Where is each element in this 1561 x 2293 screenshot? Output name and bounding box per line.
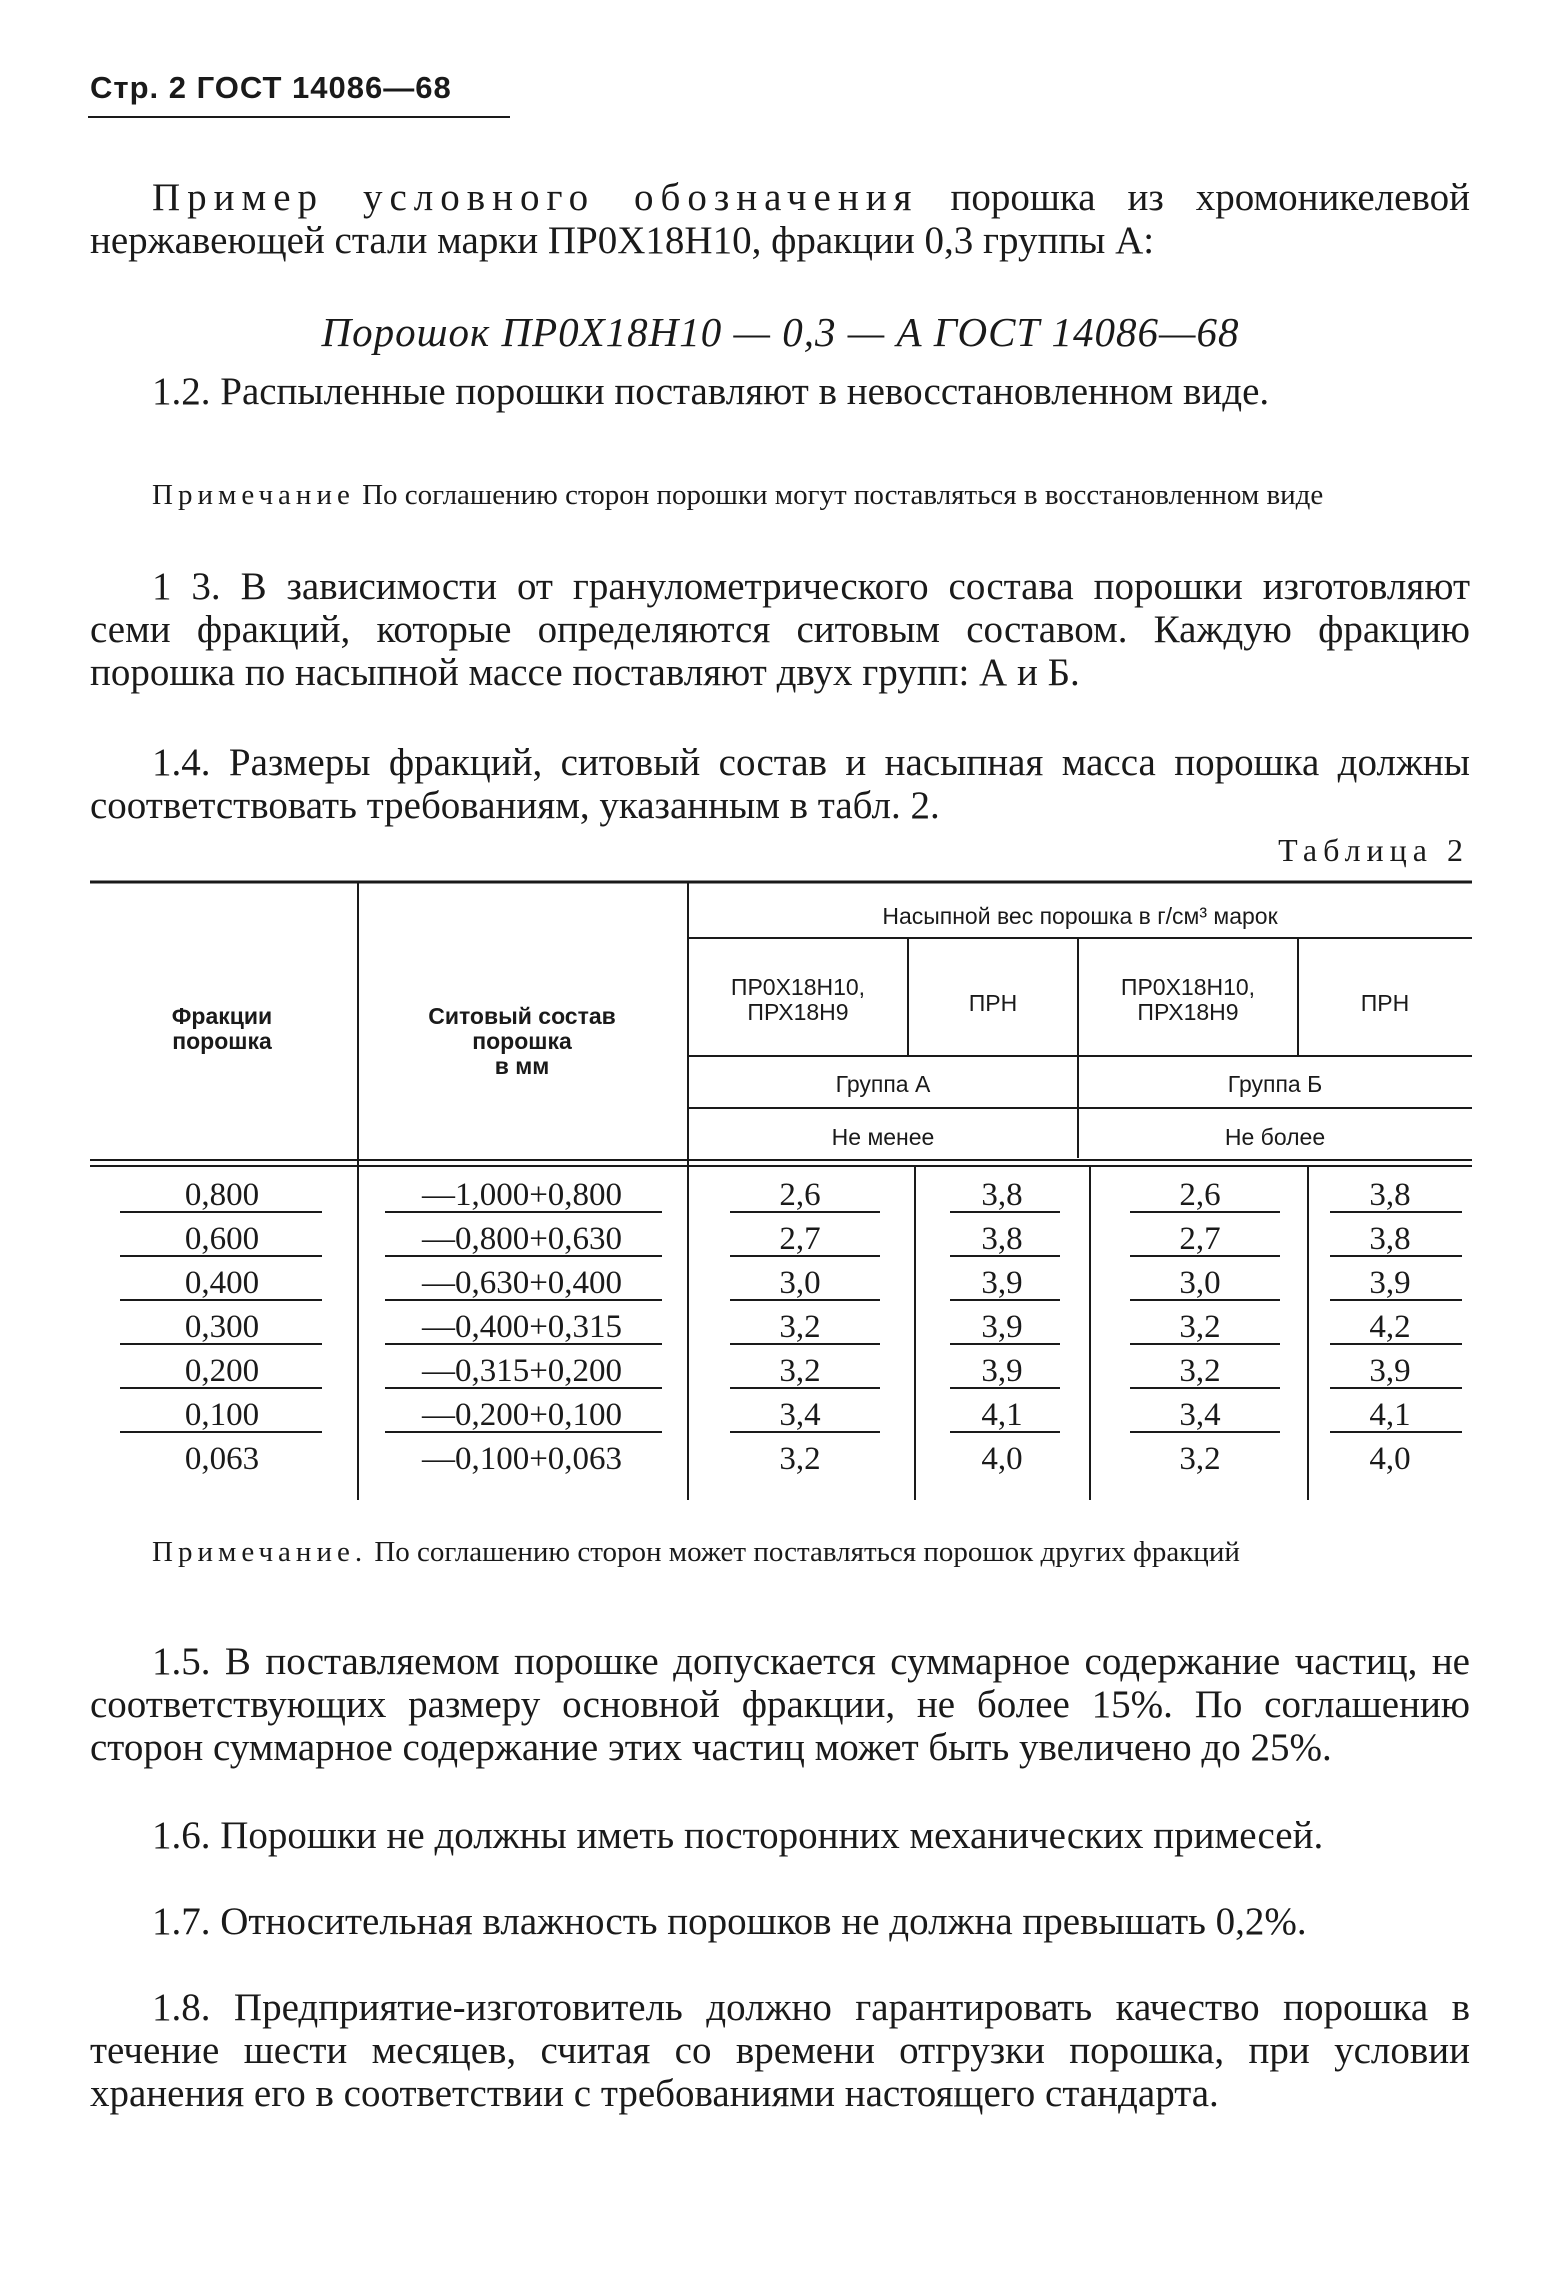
table-cell-r4-c4: 3,9: [981, 1309, 1023, 1345]
table-cell-r4-c3: 3,2: [779, 1309, 821, 1345]
header-brand-b1-line-1: ПР0Х18Н10,: [1120, 974, 1256, 1000]
table-cell-r4-c2: —0,400+0,315: [421, 1309, 623, 1345]
paragraph-1-5: 1.5. В поставляемом порошке допускается суммарное содержание частиц, не соответствующих размеру основной фракции, не более 15%. По соглашению сторон суммарное содержание этих частиц может быть увеличено до 25%.: [90, 1640, 1470, 1769]
table-cell-r3-c4: 3,9: [981, 1265, 1023, 1301]
note-2-label: Примечание.: [152, 1536, 368, 1568]
table-cell-r6-c6: 4,1: [1369, 1397, 1411, 1433]
header-bulk-weight: Насыпной вес порошка в г/см³ марок: [882, 903, 1278, 929]
table-cell-r5-c4: 3,9: [981, 1353, 1023, 1389]
header-brand-a2: ПРН: [968, 990, 1018, 1016]
paragraph-1-3: 1 3. В зависимости от гранулометрического состава порошки изготовляют семи фракций, которые определяются ситовым составом. Каждую фракцию порошка по насыпной массе поставляют двух групп: А и Б.: [90, 565, 1470, 694]
table-cell-r7-c1: 0,063: [184, 1441, 260, 1477]
table-cell-r5-c6: 3,9: [1369, 1353, 1411, 1389]
table-cell-r1-c6: 3,8: [1369, 1177, 1411, 1213]
table-cell-r5-c1: 0,200: [184, 1353, 260, 1389]
intro-spaced-lead: Пример условного обозначения: [152, 176, 919, 219]
table-cell-r3-c5: 3,0: [1179, 1265, 1221, 1301]
table-cell-r3-c2: —0,630+0,400: [421, 1265, 623, 1301]
table-cell-r2-c5: 2,7: [1179, 1221, 1221, 1257]
table-cell-r1-c3: 2,6: [779, 1177, 821, 1213]
paragraph-1-7: 1.7. Относительная влажность порошков не должна превышать 0,2%.: [152, 1900, 1307, 1943]
table-cell-r3-c3: 3,0: [779, 1265, 821, 1301]
header-fraction-line-2: порошка: [172, 1028, 272, 1054]
table-cell-r5-c3: 3,2: [779, 1353, 821, 1389]
table-cell-r6-c1: 0,100: [184, 1397, 260, 1433]
table-cell-r3-c1: 0,400: [184, 1265, 260, 1301]
table-cell-r4-c1: 0,300: [184, 1309, 260, 1345]
header-brand-a1-line-2: ПРХ18Н9: [747, 999, 849, 1025]
table-cell-r7-c4: 4,0: [981, 1441, 1023, 1477]
table-cell-r7-c3: 3,2: [779, 1441, 821, 1477]
table-cell-r4-c5: 3,2: [1179, 1309, 1221, 1345]
designation-formula: Порошок ПР0Х18Н10 — 0,3 — А ГОСТ 14086—68: [321, 309, 1240, 355]
table-cell-r1-c2: —1,000+0,800: [421, 1177, 623, 1213]
header-sieve-line-2: порошка: [472, 1028, 572, 1054]
header-fraction-line-1: Фракции: [171, 1003, 273, 1029]
table-cell-r2-c2: —0,800+0,630: [421, 1221, 623, 1257]
table-cell-r7-c5: 3,2: [1179, 1441, 1221, 1477]
header-brand-b1-line-2: ПРХ18Н9: [1137, 999, 1239, 1025]
table-cell-r2-c6: 3,8: [1369, 1221, 1411, 1257]
paragraph-1-2: 1.2. Распыленные порошки поставляют в невосстановленном виде.: [152, 370, 1270, 413]
paragraph-1-4: 1.4. Размеры фракций, ситовый состав и насыпная масса порошка должны соответствовать требованиям, указанным в табл. 2.: [90, 741, 1470, 827]
table-cell-r2-c4: 3,8: [981, 1221, 1023, 1257]
note-2-text: По соглашению сторон может поставляться порошок других фракций: [367, 1536, 1240, 1568]
table-cell-r6-c5: 3,4: [1179, 1397, 1221, 1433]
header-group-a: Группа А: [835, 1071, 931, 1097]
table-cell-r6-c4: 4,1: [981, 1397, 1023, 1433]
note-1-label: Примечание: [152, 479, 355, 511]
header-min: Не менее: [831, 1124, 935, 1150]
table-cell-r4-c6: 4,2: [1369, 1309, 1411, 1345]
header-max: Не более: [1224, 1124, 1326, 1150]
table-cell-r7-c2: —0,100+0,063: [421, 1441, 623, 1477]
table-cell-r3-c6: 3,9: [1369, 1265, 1411, 1301]
table-cell-r6-c2: —0,200+0,100: [421, 1397, 623, 1433]
table-cell-r1-c4: 3,8: [981, 1177, 1023, 1213]
intro-rest: порошка из хромоникелевой нержавеющей стали марки ПР0Х18Н10, фракции 0,3 группы А:: [90, 176, 1470, 262]
header-brand-a1-line-1: ПР0Х18Н10,: [730, 974, 866, 1000]
table-cell-r2-c1: 0,600: [184, 1221, 260, 1257]
note-1-text: По соглашению сторон порошки могут поставляться в восстановленном виде: [354, 479, 1324, 511]
table-cell-r5-c2: —0,315+0,200: [421, 1353, 623, 1389]
header-group-b: Группа Б: [1227, 1071, 1323, 1097]
table-cell-r5-c5: 3,2: [1179, 1353, 1221, 1389]
table-cell-r2-c3: 2,7: [779, 1221, 821, 1257]
page-header: Стр. 2 ГОСТ 14086—68: [90, 70, 452, 105]
table-cell-r7-c6: 4,0: [1369, 1441, 1411, 1477]
table-caption: Таблица 2: [1278, 832, 1469, 868]
header-sieve-line-3: в мм: [494, 1053, 550, 1079]
table-body: [120, 1177, 1462, 1477]
paragraph-1-8: 1.8. Предприятие-изготовитель должно гарантировать качество порошка в течение шести месяцев, считая со времени отгрузки порошка, при условии хранения его в соответствии с требованиями настоящего стандарта.: [90, 1986, 1470, 2115]
table-cell-r1-c5: 2,6: [1179, 1177, 1221, 1213]
note-2: [90, 1535, 1470, 1569]
paragraph-1-6: 1.6. Порошки не должны иметь посторонних механических примесей.: [152, 1814, 1324, 1857]
header-brand-b2: ПРН: [1360, 990, 1410, 1016]
table-cell-r1-c1: 0,800: [184, 1177, 260, 1213]
header-sieve-line-1: Ситовый состав: [428, 1003, 616, 1029]
table-cell-r6-c3: 3,4: [779, 1397, 821, 1433]
